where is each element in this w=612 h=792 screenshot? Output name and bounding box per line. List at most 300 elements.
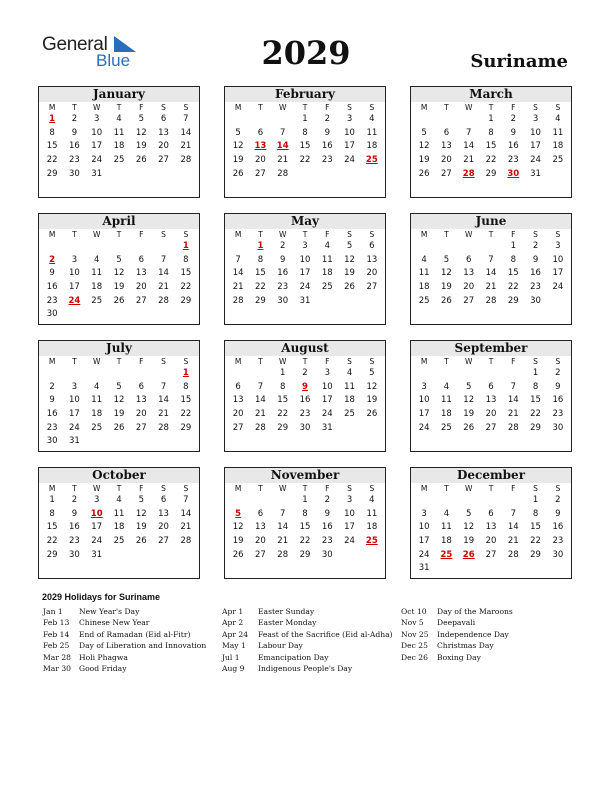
weekday-header: W <box>92 357 101 366</box>
day-cell: 29 <box>180 295 192 306</box>
month-december <box>410 467 572 579</box>
day-cell: 16 <box>299 395 311 406</box>
weekday-header: T <box>116 484 122 493</box>
day-cell: 21 <box>463 155 475 166</box>
holiday-name: Day of the Maroons <box>437 607 513 616</box>
holiday-list-item <box>401 652 513 663</box>
day-cell: 27 <box>135 422 147 433</box>
holiday-list-column-2 <box>222 606 393 674</box>
day-cell: 15 <box>299 522 311 533</box>
weekday-header: S <box>533 357 538 366</box>
day-cell: 19 <box>135 141 147 152</box>
holiday-name: Good Friday <box>79 663 127 673</box>
day-grid <box>225 102 385 181</box>
day-cell: 10 <box>552 254 564 265</box>
day-cell: 6 <box>138 254 144 265</box>
day-cell: 21 <box>158 282 169 293</box>
month-name: September <box>411 341 571 356</box>
day-cell: 22 <box>530 536 541 547</box>
day-cell: 13 <box>485 395 497 406</box>
day-cell: 2 <box>510 114 516 124</box>
day-cell: 17 <box>69 409 80 420</box>
day-cell: 20 <box>135 409 147 420</box>
day-cell: 5 <box>465 381 472 392</box>
weekday-header: S <box>533 230 538 239</box>
holiday-day-cell: 1 <box>182 368 189 378</box>
day-cell: 4 <box>369 114 375 124</box>
day-cell: 17 <box>299 268 311 279</box>
weekday-header: W <box>464 484 473 493</box>
day-cell: 28 <box>277 168 289 179</box>
day-cell: 30 <box>46 436 58 447</box>
holiday-list-item <box>43 629 206 640</box>
empty-day-cell <box>227 494 249 508</box>
month-april <box>38 213 200 325</box>
weekday-header: F <box>511 357 516 366</box>
holiday-date: Apr 2 <box>222 618 244 628</box>
month-name: June <box>411 214 571 229</box>
empty-day-cell <box>435 240 457 254</box>
month-name: July <box>39 341 199 356</box>
weekday-header: T <box>444 357 449 366</box>
day-grid <box>225 356 385 435</box>
day-cell: 8 <box>279 381 286 392</box>
day-cell: 12 <box>135 127 147 138</box>
weekday-header: T <box>488 103 494 112</box>
day-cell: 8 <box>488 127 494 138</box>
weekday-header: T <box>258 484 263 493</box>
weekday-header: F <box>139 103 144 112</box>
day-cell: 8 <box>49 127 55 138</box>
day-cell: 24 <box>91 536 103 547</box>
day-cell: 3 <box>93 495 100 505</box>
holiday-day-cell: 24 <box>68 295 81 306</box>
day-cell: 18 <box>441 536 452 547</box>
day-cell: 28 <box>180 155 192 166</box>
day-cell: 5 <box>465 508 472 519</box>
day-cell: 21 <box>507 536 519 547</box>
day-cell: 20 <box>158 141 169 152</box>
day-cell: 16 <box>277 268 289 279</box>
weekday-header: S <box>347 357 352 366</box>
day-cell: 24 <box>69 422 80 433</box>
day-cell: 21 <box>485 282 497 293</box>
weekday-header: T <box>302 230 308 239</box>
day-cell: 23 <box>69 155 80 166</box>
day-cell: 20 <box>158 522 169 533</box>
weekday-header: S <box>369 357 375 366</box>
day-cell: 12 <box>135 508 147 519</box>
month-september <box>410 340 572 452</box>
weekday-header: S <box>161 230 166 239</box>
day-cell: 14 <box>158 268 169 279</box>
empty-day-cell <box>458 494 480 508</box>
day-cell: 24 <box>91 155 103 166</box>
holiday-date: May 1 <box>222 641 246 651</box>
day-cell: 11 <box>552 127 564 138</box>
empty-day-cell <box>152 367 174 381</box>
empty-day-cell <box>435 494 457 508</box>
day-cell: 13 <box>158 508 169 519</box>
day-cell: 30 <box>530 295 541 306</box>
day-cell: 14 <box>507 395 519 406</box>
day-cell: 2 <box>324 495 330 505</box>
month-name: May <box>225 214 385 229</box>
weekday-header: W <box>278 230 287 239</box>
day-cell: 1 <box>279 368 286 378</box>
empty-day-cell <box>435 113 457 127</box>
empty-day-cell <box>130 240 152 254</box>
day-cell: 25 <box>91 295 103 306</box>
day-cell: 29 <box>277 422 289 433</box>
weekday-header: T <box>444 103 449 112</box>
holidays-section-title: 2029 Holidays for Suriname <box>42 592 161 602</box>
day-cell: 6 <box>443 127 450 138</box>
day-cell: 28 <box>277 549 289 560</box>
day-cell: 27 <box>366 282 378 293</box>
holiday-date: Nov 5 <box>401 618 424 628</box>
day-cell: 9 <box>532 254 539 265</box>
day-cell: 20 <box>463 282 475 293</box>
day-cell: 21 <box>180 522 192 533</box>
holiday-day-cell: 14 <box>276 141 289 152</box>
weekday-header: S <box>161 484 166 493</box>
day-cell: 10 <box>91 127 103 138</box>
weekday-header: F <box>325 357 330 366</box>
day-cell: 28 <box>232 295 244 306</box>
day-cell: 8 <box>532 381 539 392</box>
day-cell: 20 <box>366 268 378 279</box>
day-cell: 31 <box>418 563 430 574</box>
day-cell: 25 <box>113 155 125 166</box>
day-cell: 27 <box>232 422 244 433</box>
day-cell: 6 <box>488 381 494 392</box>
holiday-name: Feast of the Sacrifice (Eid al-Adha) <box>258 629 393 639</box>
day-cell: 8 <box>302 127 308 138</box>
weekday-header: M <box>48 484 56 493</box>
holiday-name: Day of Liberation and Innovation <box>79 641 207 651</box>
holiday-list-item <box>43 663 206 674</box>
day-cell: 13 <box>366 254 378 265</box>
holiday-date: Jul 1 <box>222 652 240 662</box>
empty-day-cell <box>272 113 294 127</box>
day-cell: 13 <box>255 522 266 533</box>
day-cell: 17 <box>344 141 355 152</box>
holiday-name: Indigenous People's Day <box>258 663 353 673</box>
holiday-day-cell: 1 <box>257 241 264 251</box>
day-cell: 11 <box>441 395 452 406</box>
empty-day-cell <box>435 367 457 381</box>
weekday-header: S <box>369 230 375 239</box>
day-cell: 7 <box>510 381 516 392</box>
holiday-day-cell: 30 <box>507 168 520 179</box>
day-cell: 2 <box>555 495 561 505</box>
holiday-list-item <box>43 640 206 651</box>
holiday-date: Dec 25 <box>401 641 428 651</box>
day-cell: 11 <box>321 254 333 265</box>
day-cell: 7 <box>510 508 516 519</box>
day-cell: 8 <box>183 254 189 265</box>
day-cell: 18 <box>113 522 125 533</box>
holiday-list-item <box>401 606 513 617</box>
day-cell: 5 <box>443 254 450 265</box>
holiday-list-item <box>401 640 513 651</box>
day-cell: 17 <box>552 268 564 279</box>
weekday-header: M <box>420 357 428 366</box>
day-cell: 8 <box>49 508 55 519</box>
day-cell: 6 <box>465 254 472 265</box>
day-cell: 15 <box>507 268 519 279</box>
day-cell: 4 <box>369 495 375 505</box>
day-cell: 23 <box>69 536 80 547</box>
day-cell: 18 <box>441 409 452 420</box>
day-cell: 18 <box>366 522 378 533</box>
weekday-header: T <box>302 103 308 112</box>
day-cell: 11 <box>418 268 430 279</box>
weekday-header: S <box>533 103 538 112</box>
month-november <box>224 467 386 579</box>
day-cell: 14 <box>180 508 192 519</box>
empty-day-cell <box>413 240 435 254</box>
day-cell: 13 <box>158 127 169 138</box>
day-cell: 27 <box>255 549 266 560</box>
day-cell: 10 <box>344 508 355 519</box>
day-cell: 22 <box>277 409 289 420</box>
day-cell: 8 <box>532 508 539 519</box>
day-cell: 14 <box>507 522 519 533</box>
day-cell: 24 <box>299 282 311 293</box>
day-cell: 13 <box>463 268 475 279</box>
day-cell: 15 <box>180 395 192 406</box>
day-cell: 27 <box>135 295 147 306</box>
day-cell: 19 <box>113 282 125 293</box>
holiday-list-item <box>43 617 206 628</box>
holiday-date: Jan 1 <box>43 607 63 616</box>
holiday-date: Feb 14 <box>43 629 70 639</box>
day-cell: 10 <box>418 522 430 533</box>
holiday-date: Mar 28 <box>43 652 72 662</box>
day-cell: 9 <box>71 127 78 138</box>
weekday-header: S <box>347 103 352 112</box>
weekday-header: W <box>92 103 101 112</box>
weekday-header: F <box>139 230 144 239</box>
day-cell: 20 <box>485 409 497 420</box>
day-cell: 22 <box>255 282 266 293</box>
day-cell: 31 <box>530 168 541 179</box>
day-cell: 12 <box>113 395 125 406</box>
day-cell: 30 <box>552 549 564 560</box>
day-cell: 18 <box>321 268 333 279</box>
weekday-header: T <box>488 484 494 493</box>
holiday-day-cell: 26 <box>462 549 475 560</box>
day-cell: 12 <box>366 381 378 392</box>
weekday-header: W <box>278 357 287 366</box>
day-cell: 10 <box>69 268 80 279</box>
day-cell: 6 <box>138 381 144 392</box>
day-cell: 2 <box>49 381 55 392</box>
empty-day-cell <box>480 494 502 508</box>
weekday-header: S <box>555 484 561 493</box>
weekday-header: W <box>92 484 101 493</box>
day-cell: 23 <box>46 295 58 306</box>
day-cell: 27 <box>485 549 497 560</box>
day-cell: 11 <box>366 508 378 519</box>
day-cell: 3 <box>421 508 427 519</box>
holiday-list-item <box>222 652 393 663</box>
holiday-name: Emancipation Day <box>258 652 329 662</box>
month-march <box>410 86 572 198</box>
day-cell: 29 <box>507 295 519 306</box>
weekday-header: M <box>420 230 428 239</box>
weekday-header: S <box>183 103 189 112</box>
day-cell: 1 <box>532 495 539 505</box>
day-cell: 16 <box>69 522 80 533</box>
day-cell: 29 <box>46 549 58 560</box>
day-cell: 30 <box>69 549 80 560</box>
weekday-header: F <box>511 230 516 239</box>
day-cell: 28 <box>507 549 519 560</box>
day-cell: 22 <box>46 536 58 547</box>
day-cell: 17 <box>91 522 103 533</box>
day-cell: 1 <box>302 114 308 124</box>
day-cell: 30 <box>552 422 564 433</box>
day-cell: 17 <box>418 409 430 420</box>
weekday-header: S <box>369 103 375 112</box>
day-cell: 19 <box>463 409 475 420</box>
holiday-day-cell: 28 <box>462 168 475 179</box>
empty-day-cell <box>249 494 271 508</box>
month-name: October <box>39 468 199 483</box>
day-cell: 4 <box>443 508 450 519</box>
month-august <box>224 340 386 452</box>
holiday-name: Easter Sunday <box>258 607 315 616</box>
day-cell: 9 <box>279 254 286 265</box>
day-cell: 5 <box>138 495 144 505</box>
day-cell: 15 <box>530 522 541 533</box>
day-cell: 20 <box>441 155 452 166</box>
holiday-day-cell: 13 <box>254 141 267 152</box>
empty-day-cell <box>227 113 249 127</box>
day-cell: 4 <box>346 368 353 378</box>
empty-day-cell <box>272 494 294 508</box>
day-cell: 9 <box>49 268 55 279</box>
holiday-name: New Year's Day <box>79 607 140 616</box>
month-name: March <box>411 87 571 102</box>
day-cell: 7 <box>257 381 264 392</box>
month-may <box>224 213 386 325</box>
day-cell: 22 <box>180 409 192 420</box>
calendar-year-title: 2029 <box>261 34 351 72</box>
weekday-header: M <box>420 103 428 112</box>
day-cell: 19 <box>135 522 147 533</box>
day-cell: 6 <box>369 241 375 251</box>
day-cell: 22 <box>299 155 311 166</box>
weekday-header: S <box>161 103 166 112</box>
day-cell: 31 <box>91 168 103 179</box>
day-cell: 16 <box>321 141 333 152</box>
day-cell: 19 <box>113 409 125 420</box>
weekday-header: M <box>234 357 242 366</box>
day-cell: 22 <box>485 155 497 166</box>
month-january <box>38 86 200 198</box>
weekday-header: S <box>369 484 375 493</box>
day-cell: 17 <box>530 141 541 152</box>
day-cell: 3 <box>555 241 561 251</box>
day-cell: 8 <box>257 254 264 265</box>
day-cell: 20 <box>255 536 266 547</box>
day-cell: 15 <box>530 395 541 406</box>
day-cell: 23 <box>552 409 564 420</box>
day-cell: 31 <box>69 436 80 447</box>
day-cell: 5 <box>116 254 122 265</box>
day-cell: 20 <box>232 409 244 420</box>
empty-day-cell <box>86 240 108 254</box>
day-cell: 15 <box>180 268 192 279</box>
empty-day-cell <box>480 367 502 381</box>
day-cell: 7 <box>279 127 286 138</box>
holiday-list-item <box>43 606 206 617</box>
day-grid <box>39 102 199 181</box>
empty-day-cell <box>413 367 435 381</box>
day-cell: 24 <box>344 155 355 166</box>
day-cell: 26 <box>366 409 378 420</box>
day-cell: 11 <box>441 522 452 533</box>
day-cell: 29 <box>299 549 311 560</box>
day-cell: 3 <box>421 381 427 392</box>
day-cell: 13 <box>232 395 244 406</box>
holiday-date: Apr 24 <box>222 629 249 639</box>
holiday-name: Boxing Day <box>437 652 481 662</box>
day-cell: 13 <box>135 268 147 279</box>
weekday-header: T <box>258 103 263 112</box>
holiday-day-cell: 5 <box>235 508 242 519</box>
day-cell: 29 <box>530 549 541 560</box>
day-cell: 7 <box>279 508 286 519</box>
day-cell: 5 <box>235 127 241 138</box>
day-cell: 3 <box>532 114 539 124</box>
logo-text-general: General <box>42 34 108 55</box>
day-cell: 13 <box>485 522 497 533</box>
day-cell: 29 <box>255 295 266 306</box>
day-cell: 14 <box>158 395 169 406</box>
empty-day-cell <box>152 240 174 254</box>
day-cell: 4 <box>555 114 561 124</box>
empty-day-cell <box>458 113 480 127</box>
day-cell: 27 <box>158 155 169 166</box>
day-cell: 24 <box>552 282 564 293</box>
day-cell: 30 <box>69 168 80 179</box>
day-cell: 16 <box>46 409 58 420</box>
day-cell: 21 <box>255 409 266 420</box>
day-cell: 30 <box>321 549 333 560</box>
day-cell: 9 <box>324 508 330 519</box>
day-cell: 22 <box>299 536 311 547</box>
weekday-header: M <box>48 230 56 239</box>
day-cell: 27 <box>463 295 475 306</box>
day-cell: 23 <box>321 155 333 166</box>
holiday-name: Chinese New Year <box>79 618 150 628</box>
day-cell: 14 <box>180 127 192 138</box>
day-cell: 10 <box>418 395 430 406</box>
day-cell: 8 <box>302 508 308 519</box>
weekday-header: M <box>48 103 56 112</box>
day-cell: 1 <box>532 368 539 378</box>
day-cell: 19 <box>441 282 452 293</box>
weekday-header: T <box>116 230 122 239</box>
day-cell: 19 <box>344 268 355 279</box>
weekday-header: S <box>555 230 561 239</box>
day-cell: 6 <box>160 495 167 505</box>
